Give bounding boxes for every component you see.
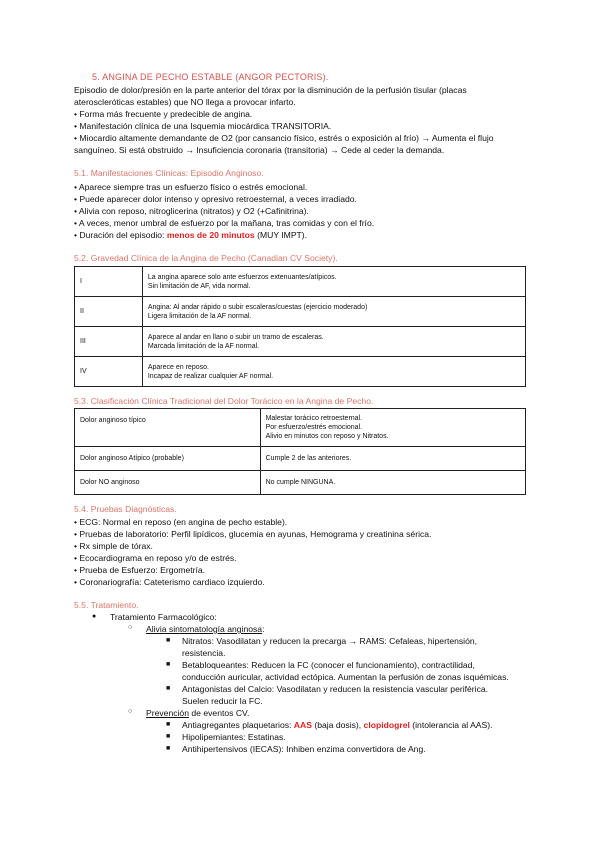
- bullet-circle-icon: ○: [128, 624, 133, 631]
- grade-cell: I: [75, 267, 143, 297]
- list-item: Alivia sintomatología anginosa:: [146, 624, 265, 634]
- bullet-disc-icon: ●: [92, 613, 97, 620]
- intro-line: sanguíneo. Si está obstruido → Insuficiencia coronaria (transitoria) → Cede al ceder la demanda.: [74, 145, 445, 155]
- description-cell: Aparece en reposo. Incapaz de realizar cualquier AF normal.: [142, 357, 525, 387]
- table-row: [75, 297, 526, 327]
- bullet-square-icon: ■: [166, 661, 171, 668]
- description-cell: Aparece al andar en llano o subir un tramo de escaleras. Marcada limitación de la AF normal.: [142, 327, 525, 357]
- value-cell: No cumple NINGUNA.: [260, 471, 525, 495]
- list-item: • Duración del episodio: menos de 20 minutos (MUY IMPT).: [74, 230, 308, 240]
- subsection-heading: 5.3. Clasificación Clínica Tradicional del Dolor Torácico en la Angina de Pecho.: [74, 396, 374, 406]
- subsection-heading: 5.5. Tratamiento.: [74, 600, 139, 610]
- bullet-square-icon: ■: [166, 733, 171, 740]
- intro-bullet: • Miocardio altamente demandante de O2 (por cansancio físico, estrés o exposición al frío) → Aumenta el flujo: [74, 133, 494, 143]
- bullet-square-icon: ■: [166, 745, 171, 752]
- subsection-heading: 5.1. Manifestaciones Clínicas: Episodio Anginoso.: [74, 168, 264, 178]
- list-item: • Prueba de Esfuerzo: Ergometría.: [74, 565, 206, 575]
- table-row: [75, 447, 526, 471]
- list-item: Nitratos: Vasodilatan y reducen la precarga → RAMS: Cefaleas, hipertensión,: [182, 636, 478, 646]
- list-item-continuation: resistencia.: [182, 648, 226, 658]
- section-title: 5. ANGINA DE PECHO ESTABLE (ANGOR PECTORIS).: [92, 72, 329, 82]
- bullet-square-icon: ■: [166, 721, 171, 728]
- classification-table: [74, 408, 526, 495]
- list-item: • Ecocardiograma en reposo y/o de estrés.: [74, 553, 237, 563]
- highlight-duration: menos de 20 minutos: [166, 230, 255, 240]
- table-row: [75, 409, 526, 447]
- list-item: • Rx simple de tórax.: [74, 541, 153, 551]
- label-cell: Dolor anginoso Atípico (probable): [75, 447, 261, 471]
- table-row: [75, 471, 526, 495]
- bullet-square-icon: ■: [166, 685, 171, 692]
- list-item-continuation: Suelen reducir la FC.: [182, 696, 263, 706]
- list-item: • Coronariografía: Cateterismo cardiaco izquierdo.: [74, 577, 265, 587]
- severity-table: [74, 266, 526, 387]
- bullet-circle-icon: ○: [128, 708, 133, 715]
- subsection-heading: 5.4. Pruebas Diagnósticas.: [74, 504, 177, 514]
- list-item: Hipolipemiantes: Estatinas.: [182, 732, 286, 742]
- list-item: • ECG: Normal en reposo (en angina de pecho estable).: [74, 517, 288, 527]
- table-row: [75, 327, 526, 357]
- list-item: Prevención de eventos CV.: [146, 708, 250, 718]
- description-cell: Angina: Al andar rápido o subir escaleras/cuestas (ejercicio moderado) Ligera limitación de la AF normal.: [142, 297, 525, 327]
- list-item-continuation: conducción auricular, actividad ectópica. Aumentan la perfusión de zonas isquémicas.: [182, 672, 509, 682]
- value-cell: Cumple 2 de las anteriores.: [260, 447, 525, 471]
- label-cell: Dolor NO anginoso: [75, 471, 261, 495]
- intro-bullet: • Manifestación clínica de una Isquemia miocárdica TRANSITORIA.: [74, 121, 332, 131]
- list-item: Tratamiento Farmacológico:: [110, 612, 217, 622]
- grade-cell: IV: [75, 357, 143, 387]
- list-item: • Puede aparecer dolor intenso y opresivo retroesternal, a veces irradiado.: [74, 194, 357, 204]
- intro-line: Episodio de dolor/presión en la parte anterior del tórax por la disminución de la perfusión tisular (placas: [74, 85, 467, 95]
- subsection-heading: 5.2. Gravedad Clínica de la Angina de Pecho (Canadian CV Society).: [74, 253, 338, 263]
- list-item: • Alivia con reposo, nitroglicerina (nitratos) y O2 (+Cafinitrina).: [74, 206, 309, 216]
- table-row: [75, 267, 526, 297]
- description-cell: La angina aparece solo ante esfuerzos extenuantes/atípicos. Sin limitación de AF, vida normal.: [142, 267, 525, 297]
- list-item: • Pruebas de laboratorio: Perfil lipídicos, glucemia en ayunas, Hemograma y creatinina sérica.: [74, 529, 432, 539]
- list-item: • Aparece siempre tras un esfuerzo físico o estrés emocional.: [74, 182, 308, 192]
- grade-cell: II: [75, 297, 143, 327]
- list-item: Antagonistas del Calcio: Vasodilatan y reducen la resistencia vascular periférica.: [182, 684, 489, 694]
- bullet-square-icon: ■: [166, 637, 171, 644]
- table-row: [75, 357, 526, 387]
- value-cell: Malestar torácico retroesternal. Por esfuerzo/estrés emocional. Alivio en minutos con reposo y Nitratos.: [260, 409, 525, 447]
- label-cell: Dolor anginoso típico: [75, 409, 261, 447]
- list-item: Antihipertensivos (IECAS): Inhiben enzima convertidora de Ang.: [182, 744, 426, 754]
- intro-line: ateroscleróticas estables) que NO llega a provocar infarto.: [74, 97, 296, 107]
- intro-bullet: • Forma más frecuente y predecible de angina.: [74, 109, 253, 119]
- list-item: • A veces, menor umbral de esfuerzo por la mañana, tras comidas y con el frío.: [74, 218, 375, 228]
- grade-cell: III: [75, 327, 143, 357]
- list-item: Betabloqueantes: Reducen la FC (conocer el funcionamiento), contractilidad,: [182, 660, 475, 670]
- list-item: Antiagregantes plaquetarios: AAS (baja dosis), clopidogrel (intolerancia al AAS).: [182, 720, 493, 730]
